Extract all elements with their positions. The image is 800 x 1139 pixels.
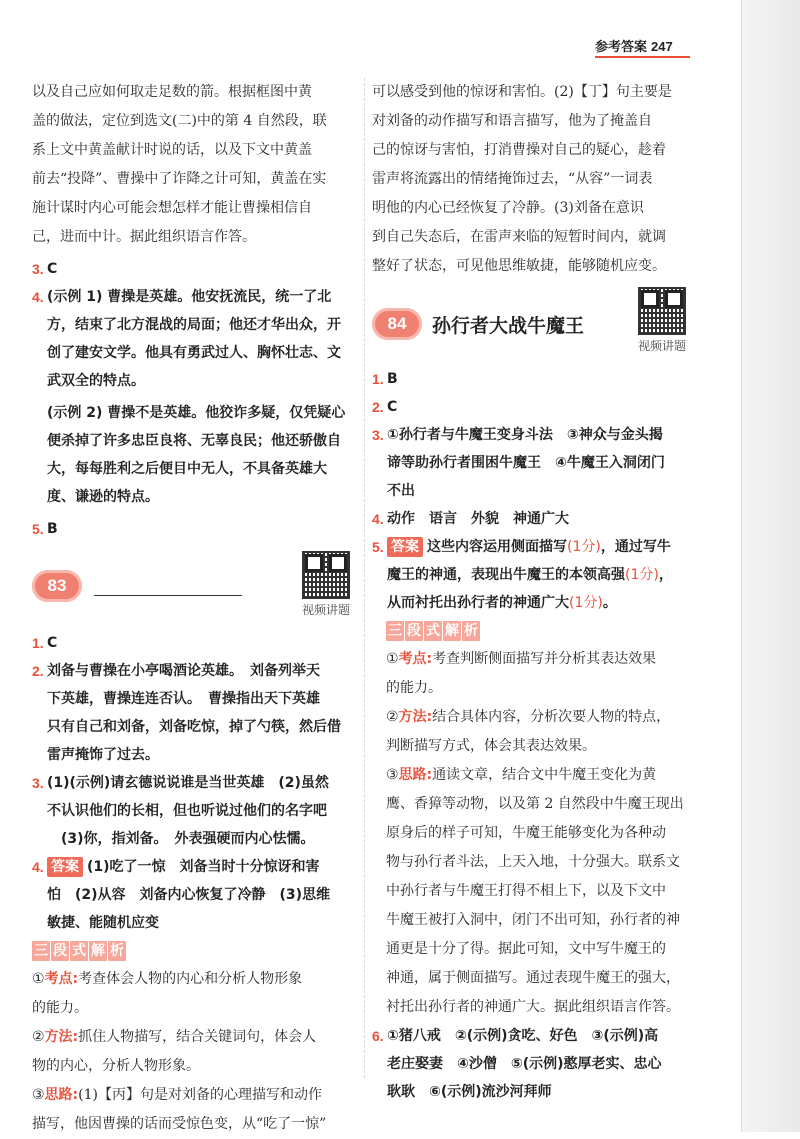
- text-line: (1)(示例)请玄德说说谁是当世英雄 (2)虽然: [47, 775, 329, 791]
- text-line: 神通，属于侧面描写。通过表现牛魔王的强大，: [386, 970, 680, 986]
- question-number: 5.: [372, 539, 384, 555]
- label-char: 式: [72, 943, 86, 959]
- question-number: 3.: [32, 261, 44, 277]
- s84-question-5: [372, 533, 700, 617]
- question-3: [32, 255, 358, 283]
- label-char: 析: [110, 943, 124, 959]
- answer-block: [47, 769, 358, 853]
- point-number: ②: [386, 709, 399, 725]
- point-number: ②: [32, 1029, 45, 1045]
- text-line: 方，结束了北方混战的局面；他还才华出众，开: [47, 317, 341, 333]
- page-number: 247: [651, 39, 673, 54]
- text-line: 下英雄，曹操连连否认。 曹操指出天下英雄: [47, 691, 320, 707]
- text-line: 衬托出孙行者的神通广大。据此组织语言作答。: [386, 999, 680, 1015]
- score-points: (1分): [567, 539, 601, 555]
- s84-question-1: [372, 365, 700, 393]
- label-char: 析: [464, 623, 478, 639]
- text-line: 便杀掉了许多忠臣良将、无辜良民；他还骄傲自: [47, 433, 341, 449]
- right-column: [372, 78, 700, 1106]
- text-line: 系上文中黄盖献计时说的话，以及下文中黄盖: [32, 142, 312, 158]
- question-number: 1.: [32, 635, 44, 651]
- text-line: 只有自己和刘备，刘备吃惊，掉了勺筷，然后借: [47, 719, 341, 735]
- s83-question-2: [32, 657, 358, 769]
- s84-question-2: [372, 393, 700, 421]
- silu-label: 思路:: [44, 1087, 79, 1103]
- fangfa-label: 方法:: [44, 1029, 79, 1045]
- text-line: 不认识他们的长相，但也听说过他们的名字吧: [47, 803, 327, 819]
- text-line: 考查判断侧面描写并分析其表达效果: [432, 651, 657, 667]
- question-number: 4.: [372, 511, 384, 527]
- answer-text: C: [387, 399, 398, 415]
- section-badge: 83: [32, 570, 82, 602]
- s84-question-3: [372, 421, 700, 505]
- answer-block: [47, 657, 358, 769]
- s84-question-4: [372, 505, 700, 533]
- text-line: 通更是十分了得。据此可知，文中写牛魔王的: [386, 941, 666, 957]
- text-line: 的能力。: [32, 1000, 88, 1016]
- text-line: 雷声掩饰了过去。: [47, 747, 159, 763]
- s83-question-1: [32, 629, 358, 657]
- text-line: ①猪八戒 ②(示例)贪吃、好色 ③(示例)高: [387, 1028, 659, 1044]
- left-column: [32, 78, 358, 1139]
- text-line: 己，进而中计。据此组织语言作答。: [32, 229, 256, 245]
- text-line: 不出: [387, 483, 415, 499]
- text-line: 怕 (2)从容 刘备内心恢复了冷静 (3)思维: [47, 887, 331, 903]
- question-number: 3.: [372, 427, 384, 443]
- kaodian-label: 考点:: [398, 651, 433, 667]
- qr-code-icon[interactable]: [638, 287, 686, 335]
- text-line: 结合具体内容，分析次要人物的特点，: [432, 709, 671, 725]
- answer-block: [47, 283, 358, 511]
- text-line: 对刘备的动作描写和语言描写，他为了掩盖自: [372, 113, 652, 129]
- text-line: 大，每每胜利之后便目中无人，不具备英雄大: [47, 461, 327, 477]
- label-char: 三: [34, 943, 48, 959]
- text-line: 度、谦逊的特点。: [47, 489, 159, 505]
- question-number: 5.: [32, 521, 44, 537]
- text-line: (示例 1) 曹操是英雄。他安抚流民，统一了北: [47, 289, 332, 305]
- question-number: 6.: [372, 1028, 384, 1044]
- text-line: 物的内心，分析人物形象。: [32, 1058, 200, 1074]
- question-4: [32, 283, 358, 511]
- qr-code-block[interactable]: [638, 287, 686, 354]
- question-number: 2.: [32, 663, 44, 679]
- qr-caption: 视频讲题: [637, 339, 686, 353]
- three-step-analysis-label: [386, 621, 481, 641]
- text-line: 己的惊讶与害怕，打消曹操对自己的疑心，趁着: [372, 142, 666, 158]
- point-number: ①: [386, 651, 399, 667]
- question-number: 4.: [32, 859, 44, 875]
- text-span: 魔王的神通，表现出牛魔王的本领高强: [387, 567, 625, 583]
- page-header: [595, 36, 673, 55]
- text-line: 整好了状态，可见他思维敏捷，能够随机应变。: [372, 258, 666, 274]
- fangfa-label: 方法:: [398, 709, 433, 725]
- text-span: 这些内容运用侧面描写: [427, 539, 567, 555]
- title-blank-line: [94, 577, 242, 596]
- column-divider: [364, 78, 365, 1078]
- score-points: (1分): [569, 595, 603, 611]
- header-label: 参考答案: [595, 39, 648, 54]
- answer-text: C: [47, 261, 58, 277]
- label-char: 段: [53, 943, 67, 959]
- text-line: 武双全的特点。: [47, 373, 145, 389]
- label-char: 三: [388, 623, 402, 639]
- section-title: 孙行者大战牛魔王: [432, 314, 585, 337]
- s83-question-3: [32, 769, 358, 853]
- text-line: 前去“投降”、曹操中了诈降之计可知，黄盖在实: [32, 171, 327, 187]
- section-84-header: [372, 287, 700, 361]
- text-line: 敏捷、能随机应变: [47, 915, 159, 931]
- text-line: 原身后的样子可知，牛魔王能够变化为各种动: [386, 825, 666, 841]
- continuation-paragraph: [372, 78, 700, 281]
- text-line: 到自己失态后，在雷声来临的短暂时间内，就调: [372, 229, 666, 245]
- label-char: 解: [445, 623, 459, 639]
- text-line: 耿耿 ⑥(示例)流沙河拜师: [387, 1084, 552, 1100]
- question-5: [32, 515, 358, 543]
- three-step-analysis-label: [32, 941, 127, 961]
- text-line: (1)吃了一惊 刘备当时十分惊讶和害: [87, 859, 320, 875]
- point-number: ①: [32, 971, 45, 987]
- qr-code-icon[interactable]: [302, 551, 350, 599]
- analysis-83: [32, 965, 358, 1139]
- header-underline: [595, 56, 690, 58]
- s84-question-6: [372, 1022, 700, 1106]
- answer-text: 动作 语言 外貌 神通广大: [387, 511, 569, 527]
- text-line: 可以感受到他的惊讶和害怕。(2)【丁】句主要是: [372, 84, 672, 100]
- label-char: 段: [407, 623, 421, 639]
- text-line: (3)你，指刘备。 外表强硬而内心怯懦。: [47, 831, 315, 847]
- answer-tag: 答案: [387, 537, 423, 557]
- text-line: 物与孙行者斗法，上天入地，十分强大。联系文: [386, 854, 680, 870]
- page-edge: [741, 0, 800, 1132]
- text-line: 抓住人物描写，结合关键词句，体会人: [78, 1029, 317, 1045]
- point-number: ③: [32, 1087, 45, 1103]
- label-char: 解: [91, 943, 105, 959]
- text-line: 刘备与曹操在小亭喝酒论英雄。 刘备列举天: [47, 663, 320, 679]
- question-number: 4.: [32, 289, 44, 305]
- text-line: 描写，他因曹操的话而受惊色变，从“吃了一惊”: [32, 1116, 327, 1132]
- question-number: 2.: [372, 399, 384, 415]
- text-line: 施计谋时内心可能会想怎样才能让曹操相信自: [32, 200, 312, 216]
- answer-text: B: [387, 371, 398, 387]
- text-line: 谛等助孙行者围困牛魔王 ④牛魔王入洞闭门: [387, 455, 665, 471]
- qr-caption: 视频讲题: [301, 603, 350, 617]
- section-badge: 84: [372, 308, 422, 340]
- score-points: (1分): [625, 567, 659, 583]
- question-number: 3.: [32, 775, 44, 791]
- text-span: ，: [658, 567, 673, 583]
- text-span: ，通过写牛: [600, 539, 671, 555]
- text-line: 明他的内心已经恢复了冷静。(3)刘备在意识: [372, 200, 644, 216]
- text-line: (示例 2) 曹操不是英雄。他狡诈多疑，仅凭疑心: [47, 405, 346, 421]
- text-line: 考查体会人物的内心和分析人物形象: [78, 971, 303, 987]
- s83-question-4: [32, 853, 358, 937]
- answer-tag: 答案: [47, 857, 83, 877]
- intro-paragraph: [32, 78, 358, 252]
- label-char: 式: [426, 623, 440, 639]
- answer-block: [387, 533, 700, 617]
- text-line: (1)【丙】句是对刘备的心理描写和动作: [78, 1087, 323, 1103]
- section-83-header: [32, 551, 358, 621]
- answer-block: [47, 853, 358, 937]
- answer-block: [387, 421, 700, 505]
- text-line: ①孙行者与牛魔王变身斗法 ③神众与金头揭: [387, 427, 663, 443]
- answer-text: B: [47, 521, 58, 537]
- answer-text: C: [47, 635, 58, 651]
- text-span: 从而衬托出孙行者的神通广大: [387, 595, 569, 611]
- kaodian-label: 考点:: [44, 971, 79, 987]
- qr-code-block[interactable]: [302, 551, 350, 618]
- text-line: 老庄娶妻 ④沙僧 ⑤(示例)憨厚老实、忠心: [387, 1056, 662, 1072]
- text-line: 的能力。: [386, 680, 442, 696]
- text-line: 判断描写方式，体会其表达效果。: [386, 738, 596, 754]
- point-number: ③: [386, 767, 399, 783]
- text-line: 以及自己应如何取走足数的箭。根据框图中黄: [32, 84, 312, 100]
- text-line: 鹰、香獐等动物，以及第 2 自然段中牛魔王现出: [386, 796, 684, 812]
- question-number: 1.: [372, 371, 384, 387]
- text-line: 雷声将流露出的情绪掩饰过去，“从容”一词表: [372, 171, 653, 187]
- text-line: 中孙行者与牛魔王打得不相上下，以及下文中: [386, 883, 666, 899]
- analysis-84: [386, 645, 700, 1022]
- text-line: 创了建安文学。他具有勇武过人、胸怀壮志、文: [47, 345, 341, 361]
- text-line: 通读文章，结合文中牛魔王变化为黄: [432, 767, 657, 783]
- answer-block: [387, 1022, 700, 1106]
- text-line: 盖的做法，定位到选文(二)中的第 4 自然段，联: [32, 113, 327, 129]
- text-span: 。: [602, 595, 617, 611]
- silu-label: 思路:: [398, 767, 433, 783]
- text-line: 牛魔王被打入洞中，闭门不出可知，孙行者的神: [386, 912, 680, 928]
